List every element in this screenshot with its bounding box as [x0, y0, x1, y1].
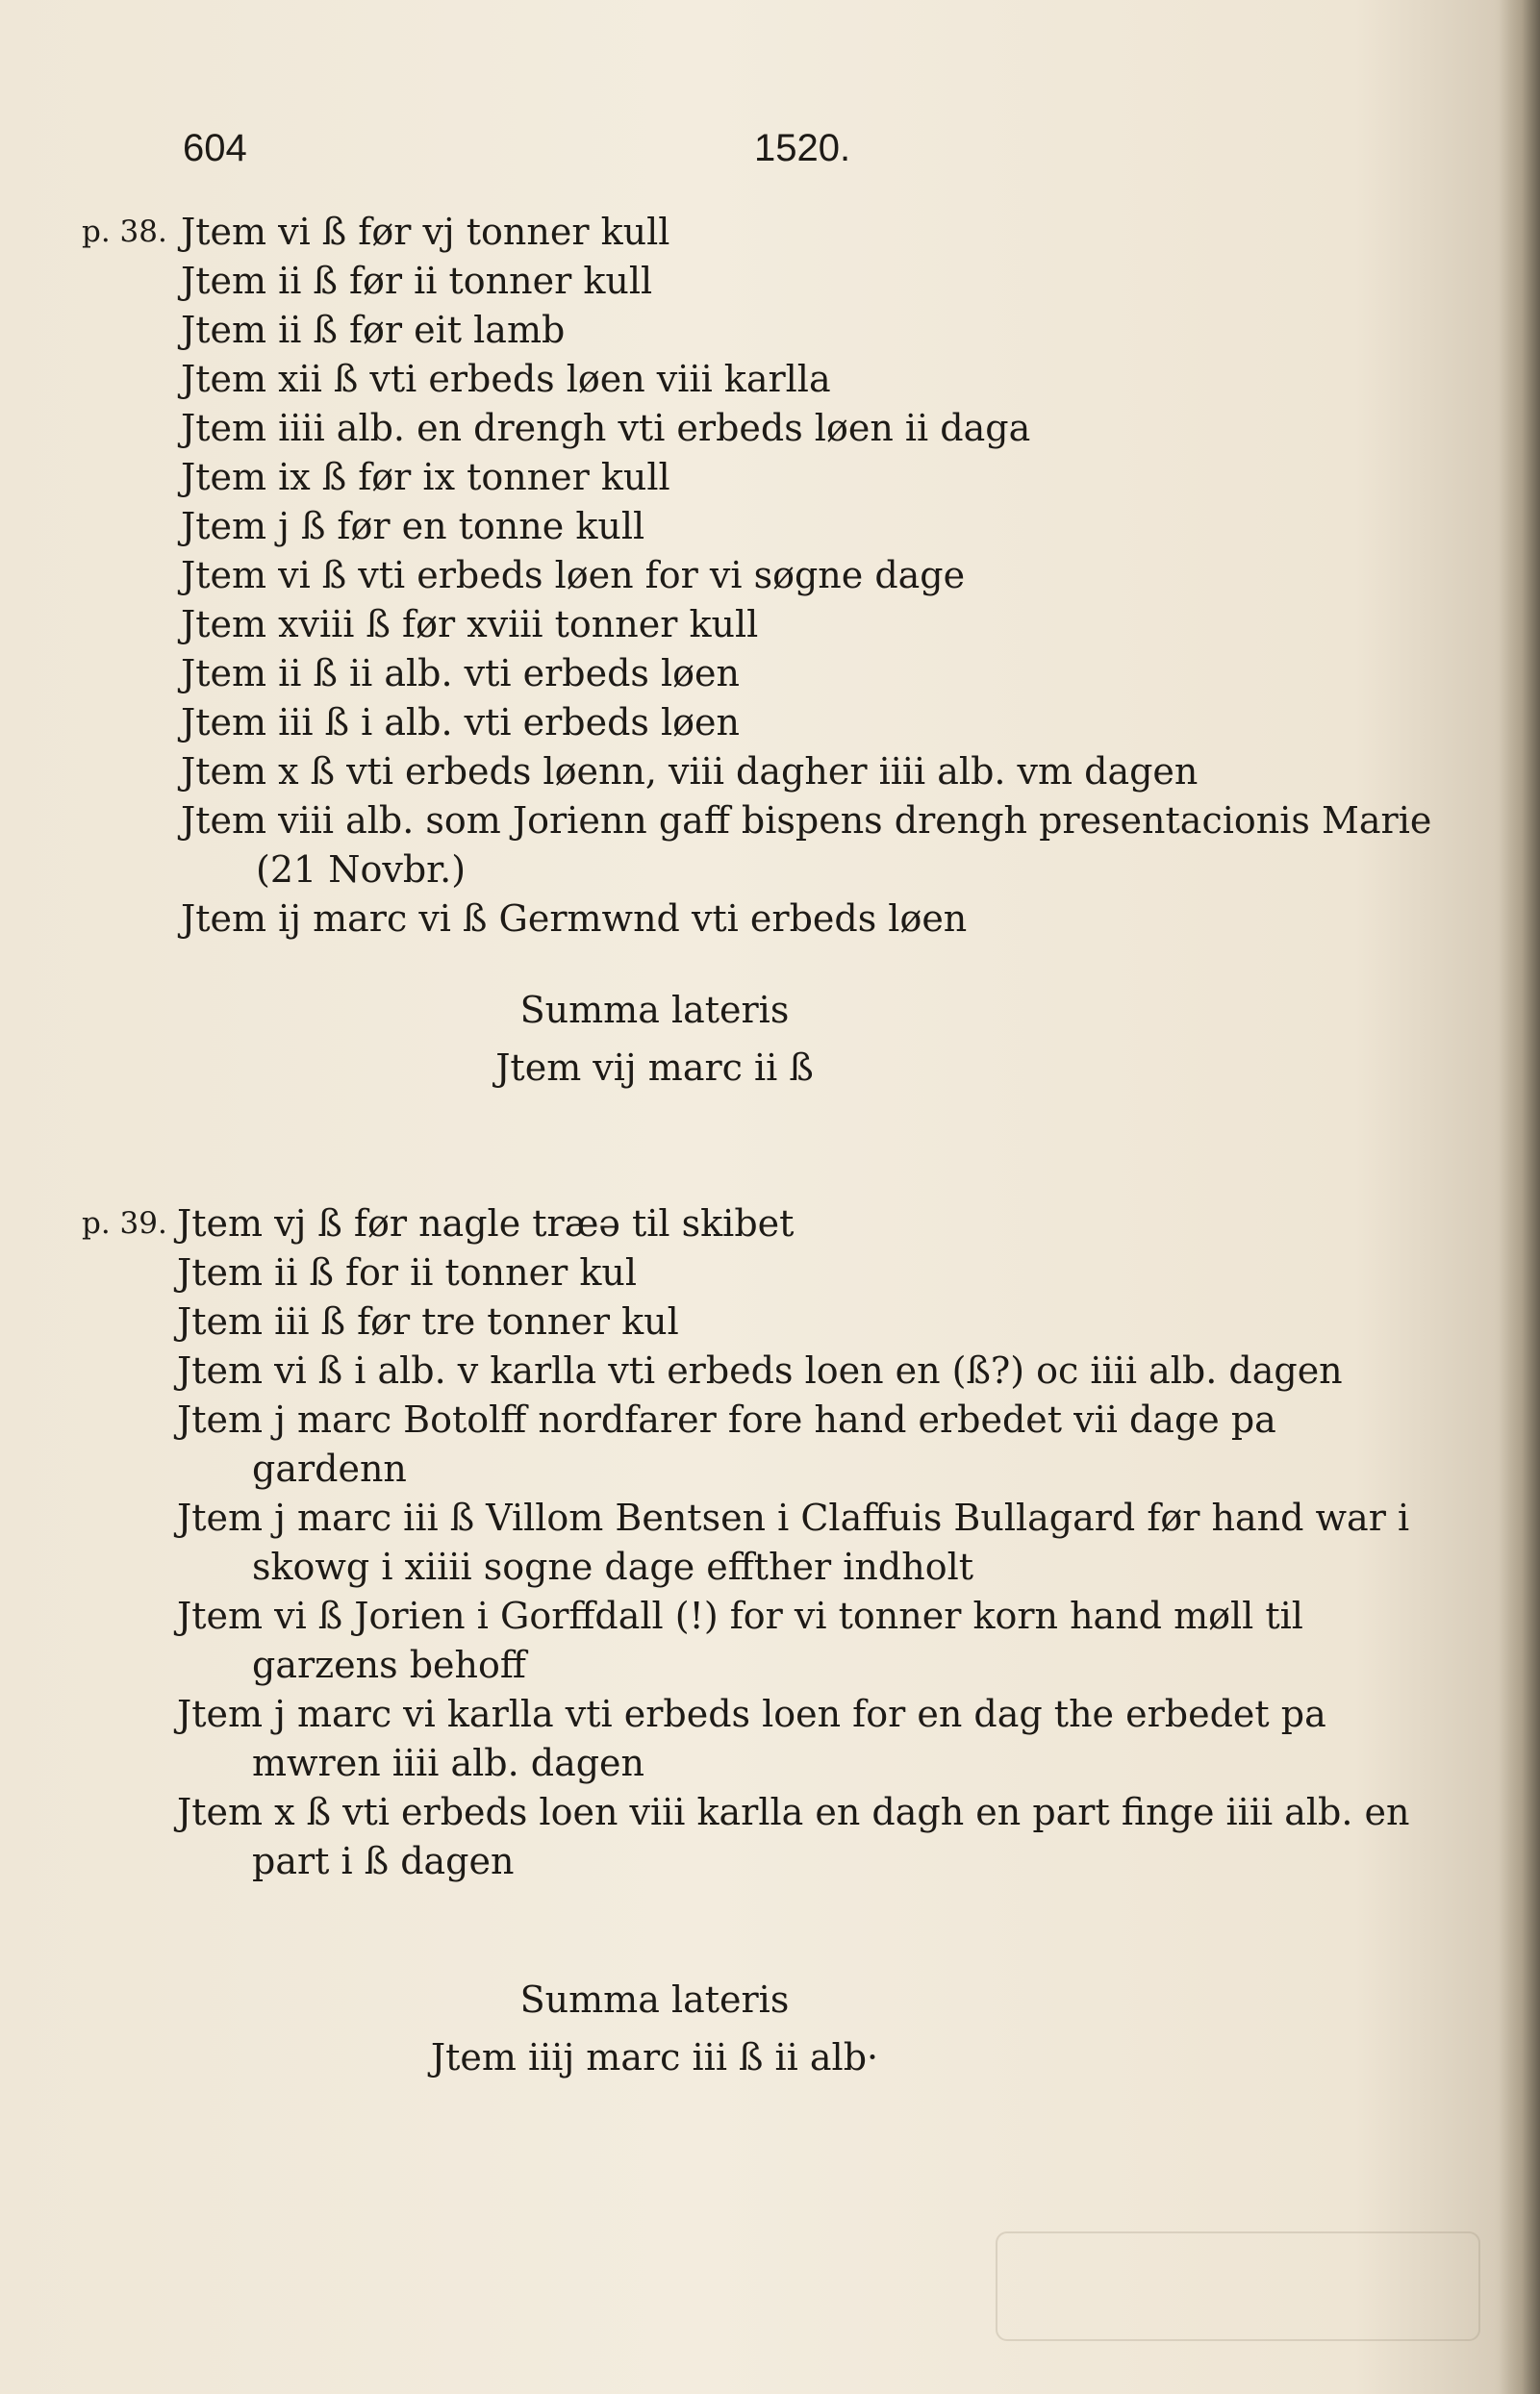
entry-line: Jtem j marc Botolff nordfarer fore hand erbedet vii dage pa gardenn — [177, 1399, 1276, 1490]
entry-line: Jtem j marc vi karlla vti erbeds loen for en dag the erbedet pa mwren iiii alb. dagen — [177, 1693, 1326, 1784]
entry-line: Jtem iiii alb. en drengh vti erbeds løen ii daga — [181, 407, 1031, 449]
entry-line: Jtem vi ß i alb. v karlla vti erbeds loen en (ß?) oc iiii alb. dagen — [177, 1349, 1343, 1392]
summa-total: Jtem iiij marc iii ß ii alb· — [430, 2036, 879, 2079]
summa-heading: Summa lateris — [519, 989, 790, 1031]
entry-line: Jtem ii ß før ii tonner kull — [181, 260, 653, 302]
entry-line: Jtem ix ß før ix tonner kull — [181, 456, 670, 498]
entry-line: Jtem vj ß før nagle træә til skibet — [177, 1202, 795, 1245]
entry-line: Jtem iii ß før tre tonner kul — [177, 1300, 679, 1343]
summa-lateris — [0, 1971, 1425, 2086]
entry-line: Jtem ii ß for ii tonner kul — [177, 1251, 638, 1294]
entry-line: Jtem j marc iii ß Villom Bentsen i Claffuis Bullagard før hand war i skowg i xiiii sogne dage effther indholt — [177, 1497, 1410, 1588]
entry-line: Jtem ii ß før eit lamb — [181, 309, 566, 351]
page-binding-edge — [1500, 0, 1540, 2394]
page-header — [0, 127, 1540, 185]
entry-line: Jtem xviii ß før xviii tonner kull — [181, 603, 759, 645]
entry-line: Jtem vi ß før vj tonner kull — [181, 211, 670, 253]
entry-line: Jtem ij marc vi ß Germwnd vti erbeds løen — [181, 897, 968, 940]
entry-list — [181, 208, 1432, 944]
entry-line: Jtem ii ß ii alb. vti erbeds løen — [181, 652, 740, 694]
entry-line: Jtem j ß før en tonne kull — [181, 505, 645, 547]
entry-line: Jtem x ß vti erbeds løenn, viii dagher iiii alb. vm dagen — [181, 750, 1199, 793]
entry-line: Jtem iii ß i alb. vti erbeds løen — [181, 701, 740, 743]
summa-lateris — [0, 981, 1425, 1096]
entry-list — [177, 1199, 1427, 1886]
entry-line: Jtem vi ß vti erbeds løen for vi søgne dage — [181, 554, 966, 596]
entry-line: Jtem vi ß Jorien i Gorffdall (!) for vi tonner korn hand møll til garzens behoff — [177, 1595, 1303, 1686]
page-year: 1520. — [754, 127, 851, 169]
summa-total: Jtem vij marc ii ß — [495, 1046, 814, 1089]
entry-line: Jtem viii alb. som Jorienn gaff bispens drengh presentacionis Marie (21 Novbr.) — [181, 799, 1432, 891]
summa-heading: Summa lateris — [519, 1978, 790, 2021]
page-reference: p. 39. — [82, 1206, 167, 1241]
page-reference: p. 38. — [82, 214, 167, 249]
entry-line: Jtem xii ß vti erbeds løen viii karlla — [181, 358, 831, 400]
faint-stamp-mark — [996, 2231, 1480, 2341]
page-number: 604 — [183, 127, 247, 169]
entry-line: Jtem x ß vti erbeds loen viii karlla en dagh en part finge iiii alb. en part i ß dagen — [177, 1791, 1410, 1882]
